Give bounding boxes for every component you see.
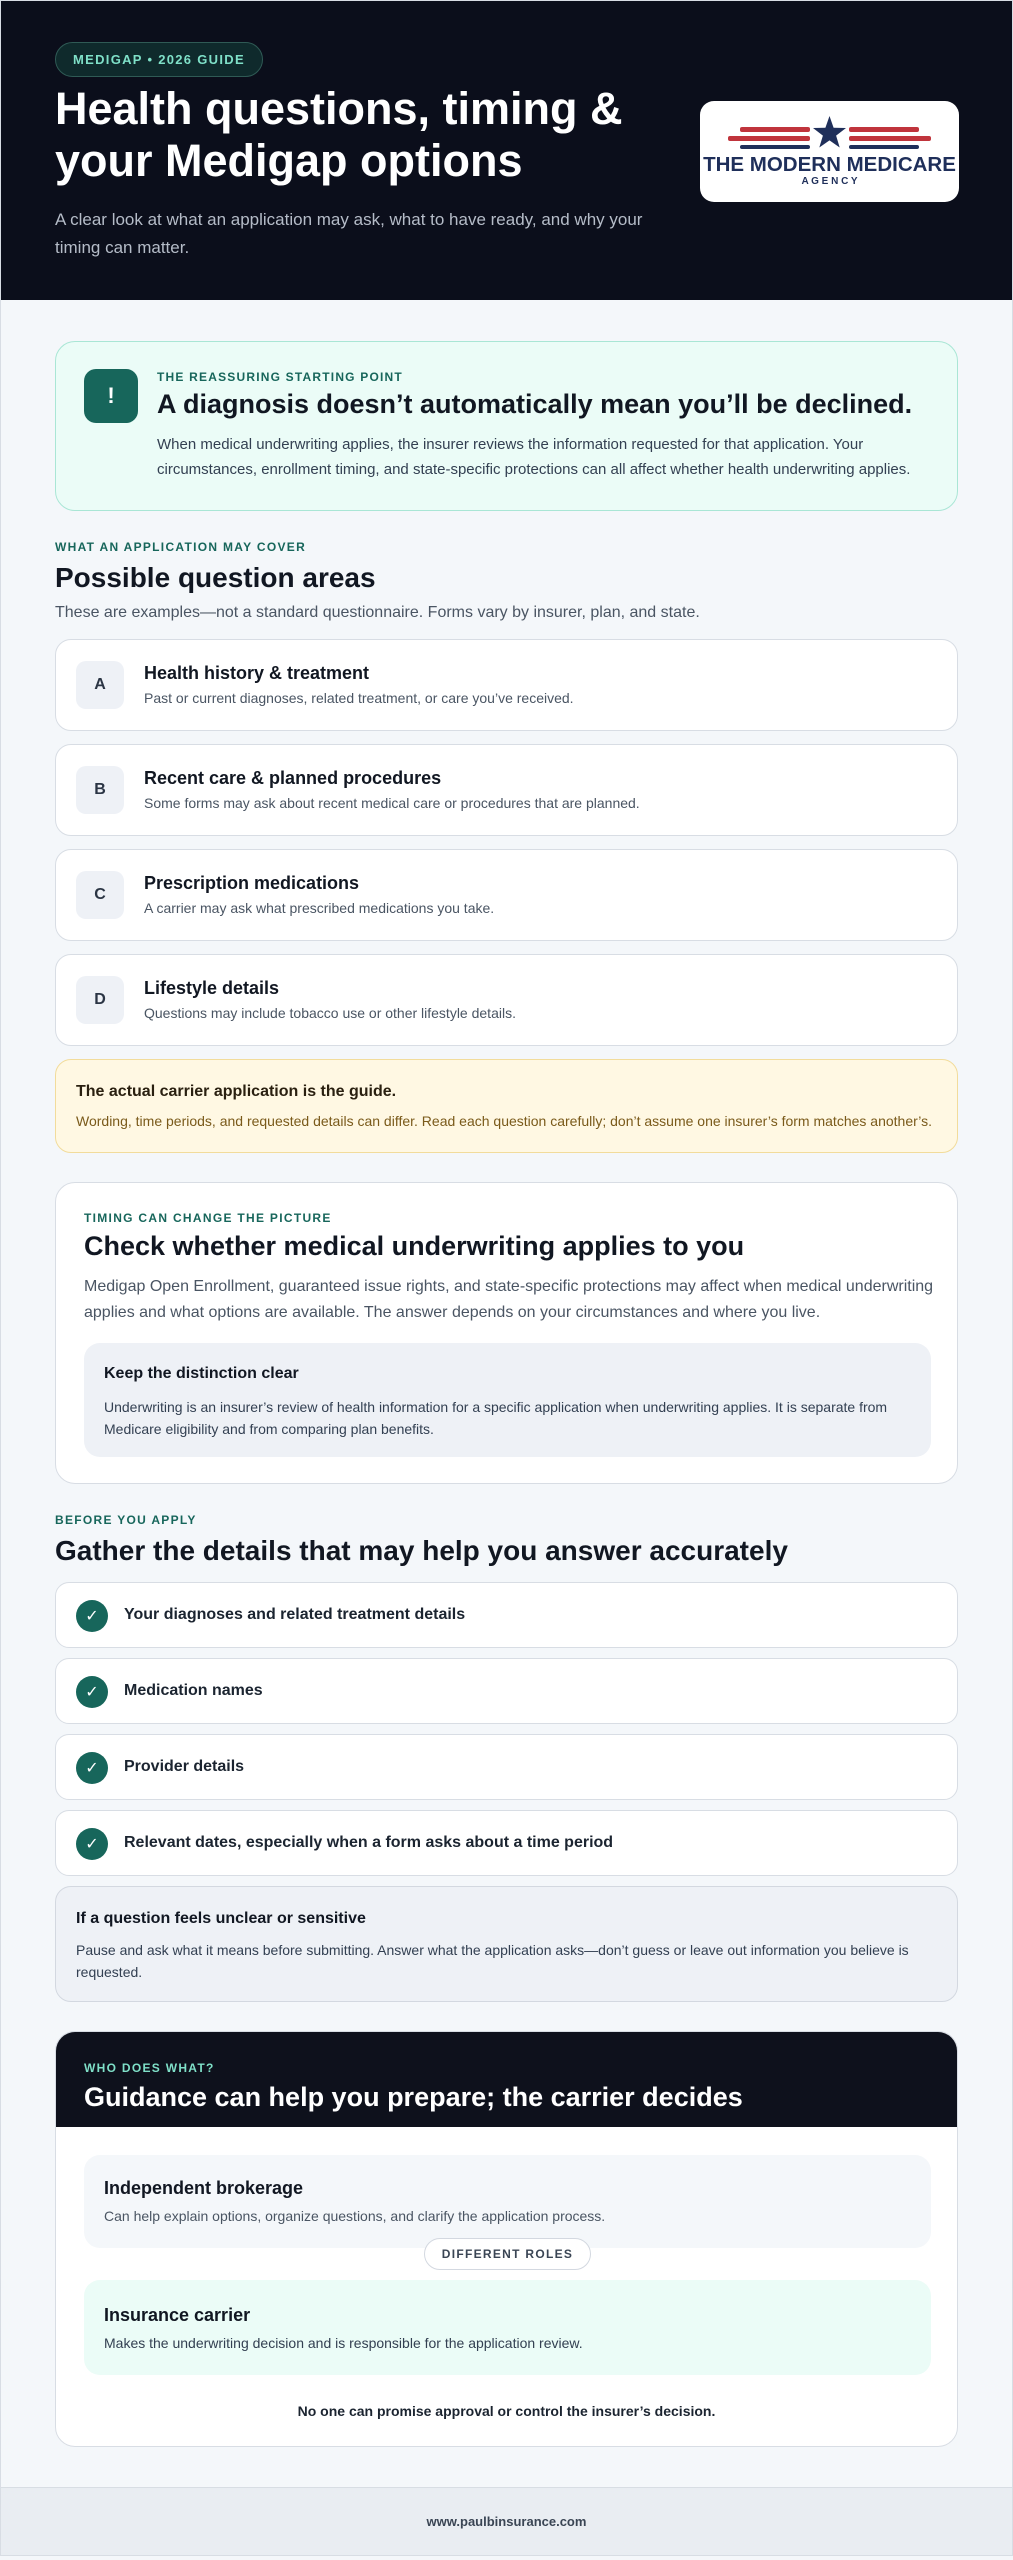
- timing-body: Medigap Open Enrollment, guaranteed issue rights, and state-specific protections may affect when medical underwriting applies and what options are available. The answer depends on your circumstances and where you live.: [84, 1278, 934, 1321]
- note-title: If a question feels unclear or sensitive: [76, 1910, 366, 1927]
- checklist-label: Provider details: [124, 1758, 245, 1775]
- carrier-body: Makes the underwriting decision and is responsible for the application review.: [104, 2335, 583, 2351]
- checklist-label: Relevant dates, especially when a form asks about a time period: [124, 1834, 614, 1851]
- distinction-box: [84, 1343, 931, 1457]
- question-letter-badge: B: [76, 766, 124, 814]
- prepare-checklist: [55, 1582, 958, 1876]
- question-desc: Past or current diagnoses, related treatment, or care you’ve received.: [144, 690, 574, 706]
- note-body: Pause and ask what it means before submitting. Answer what the application asks—don’t guess or leave out information you believe is requested.: [76, 1942, 909, 1980]
- roles-title: Guidance can help you prepare; the carrier decides: [84, 2082, 743, 2112]
- broker-title: Independent brokerage: [104, 2178, 304, 2198]
- question-card: [55, 639, 958, 731]
- checklist-label: Your diagnoses and related treatment details: [124, 1606, 466, 1623]
- roles-eyebrow: WHO DOES WHAT?: [84, 2061, 215, 2075]
- question-card: [55, 849, 958, 941]
- broker-box: [84, 2155, 931, 2248]
- page-header: [1, 1, 1012, 300]
- reassurance-body: When medical underwriting applies, the insurer reviews the information requested for that application. Your circumstances, enrollment timing, and state-specific protections can all affect whether health underwriting applies.: [157, 436, 911, 478]
- logo-name: THE MODERN MEDICARE: [703, 153, 956, 176]
- question-title: Lifestyle details: [144, 978, 280, 998]
- prepare-title: Gather the details that may help you answer accurately: [55, 1535, 788, 1566]
- distinction-body: Underwriting is an insurer’s review of health information for a specific application when underwriting applies. It is separate from Medicare eligibility and from comparing plan benefits.: [104, 1399, 888, 1437]
- checklist-item: [55, 1734, 958, 1800]
- timing-card: [55, 1182, 958, 1484]
- page-footer: [1, 2487, 1012, 2555]
- reassurance-title: A diagnosis doesn’t automatically mean you’ll be declined.: [157, 389, 913, 419]
- agency-logo: [700, 101, 959, 202]
- prepare-section: [55, 1513, 958, 2002]
- exclamation-icon: !: [84, 369, 138, 423]
- checkmark-icon: ✓: [76, 1828, 108, 1860]
- question-card: [55, 744, 958, 836]
- question-list: [55, 639, 958, 1046]
- question-title: Recent care & planned procedures: [144, 768, 442, 788]
- question-desc: A carrier may ask what prescribed medications you take.: [144, 900, 495, 916]
- timing-eyebrow: TIMING CAN CHANGE THE PICTURE: [84, 1211, 332, 1225]
- roles-header: [56, 2032, 957, 2127]
- checklist-item: [55, 1658, 958, 1724]
- checklist-item: [55, 1582, 958, 1648]
- question-title: Health history & treatment: [144, 663, 370, 683]
- roles-card: [55, 2031, 958, 2447]
- question-areas-section: [55, 540, 958, 1153]
- logo-graphic: [700, 101, 959, 202]
- carrier-title: Insurance carrier: [104, 2305, 251, 2325]
- question-desc: Some forms may ask about recent medical care or procedures that are planned.: [144, 795, 640, 811]
- page-title: Health questions, timing & your Medigap options: [55, 83, 623, 186]
- guide-pill: MEDIGAP • 2026 GUIDE: [55, 42, 263, 77]
- checklist-item: [55, 1810, 958, 1876]
- question-letter-badge: A: [76, 661, 124, 709]
- note-body: Wording, time periods, and requested details can differ. Read each question carefully; don’t assume one insurer’s form matches another’s.: [76, 1113, 933, 1129]
- questions-title: Possible question areas: [55, 562, 376, 593]
- carrier-box: [84, 2280, 931, 2375]
- logo-tagline: A G E N C Y: [801, 176, 858, 187]
- questions-subtitle: These are examples—not a standard questionnaire. Forms vary by insurer, plan, and state.: [55, 604, 700, 621]
- question-card: [55, 954, 958, 1046]
- question-title: Prescription medications: [144, 873, 360, 893]
- page-subtitle: A clear look at what an application may ask, what to have ready, and why your timing can matter.: [55, 210, 643, 257]
- distinction-title: Keep the distinction clear: [104, 1365, 299, 1382]
- carrier-application-note: [55, 1059, 958, 1153]
- main-content: [1, 341, 1012, 2447]
- star-icon: [813, 116, 846, 148]
- reassurance-eyebrow: THE REASSURING STARTING POINT: [157, 370, 403, 384]
- different-roles-divider: DIFFERENT ROLES: [424, 2238, 591, 2270]
- timing-title: Check whether medical underwriting applies to you: [84, 1231, 745, 1261]
- unclear-question-note: [55, 1886, 958, 2002]
- checkmark-icon: ✓: [76, 1600, 108, 1632]
- footer-url[interactable]: www.paulbinsurance.com: [426, 2514, 587, 2529]
- checkmark-icon: ✓: [76, 1752, 108, 1784]
- checkmark-icon: ✓: [76, 1676, 108, 1708]
- question-letter-badge: D: [76, 976, 124, 1024]
- closing-statement: No one can promise approval or control the insurer’s decision.: [297, 2403, 716, 2419]
- broker-body: Can help explain options, organize questions, and clarify the application process.: [104, 2208, 606, 2224]
- prepare-eyebrow: BEFORE YOU APPLY: [55, 1513, 197, 1527]
- note-title: The actual carrier application is the guide.: [76, 1083, 397, 1100]
- checklist-label: Medication names: [124, 1682, 263, 1699]
- question-letter-badge: C: [76, 871, 124, 919]
- questions-eyebrow: WHAT AN APPLICATION MAY COVER: [55, 540, 307, 554]
- question-desc: Questions may include tobacco use or other lifestyle details.: [144, 1005, 516, 1021]
- reassurance-card: [55, 341, 958, 511]
